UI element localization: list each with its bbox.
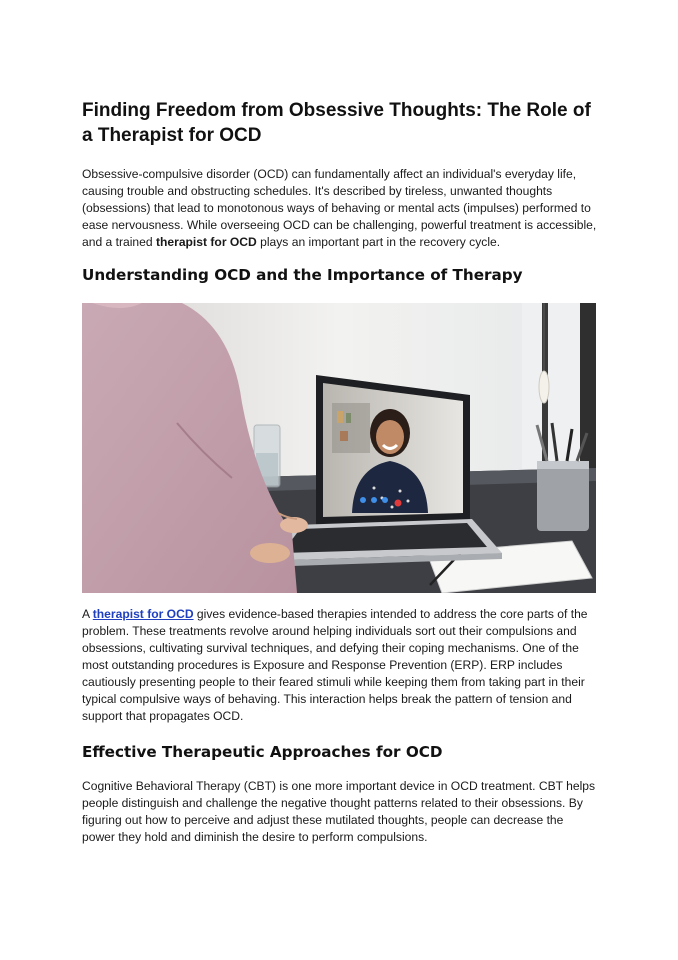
therapist-for-ocd-link[interactable]: therapist for OCD	[92, 607, 194, 621]
page-title: Finding Freedom from Obsessive Thoughts: The Role of a Therapist for OCD	[82, 100, 591, 146]
video-call-photo	[82, 303, 596, 593]
section2-paragraph: Cognitive Behavioral Therapy (CBT) is one more important device in OCD treatment. CBT helps people distinguish and challenge the negative thought patterns related to their obsessions. By figuring out how to perceive and adjust these mutilated thoughts, people can decrease the power they hold and diminish the desire to perform compulsions.	[82, 779, 596, 844]
section-heading-approaches: Effective Therapeutic Approaches for OCD	[82, 743, 443, 761]
intro-paragraph	[82, 166, 597, 251]
intro-bold-keyword: therapist for OCD	[155, 235, 257, 249]
intro-text-end: plays an important part in the recovery cycle.	[256, 235, 501, 249]
section1-paragraph	[82, 606, 597, 725]
section1-text-start: A	[82, 607, 93, 621]
section1-text-rest: gives evidence-based therapies intended to address the core parts of the problem. These treatments revolve around helping individuals sort out their compulsions and obsessions, cultivating survival techniques, and defying their coping mechanisms. One of the most outstanding procedures is Exposure and Response Prevention (ERP). ERP includes cautiously presenting people to their feared stimuli while keeping them from taking part in their typical compulsive ways of behaving. This interaction helps break the pattern of tension and support that propagates OCD.	[82, 607, 588, 723]
section-heading-understanding: Understanding OCD and the Importance of Therapy	[82, 266, 523, 284]
intro-text: Obsessive-compulsive disorder (OCD) can fundamentally affect an individual's everyday life, causing trouble and obstructing schedules. It's described by tireless, unwanted thoughts (obsessions) that lead to monotonous ways of behaving or mental acts (impulses) performed to ease nervousness. While overseeing OCD can be challenging, powerful treatment is accessible, and a trained	[82, 167, 597, 249]
